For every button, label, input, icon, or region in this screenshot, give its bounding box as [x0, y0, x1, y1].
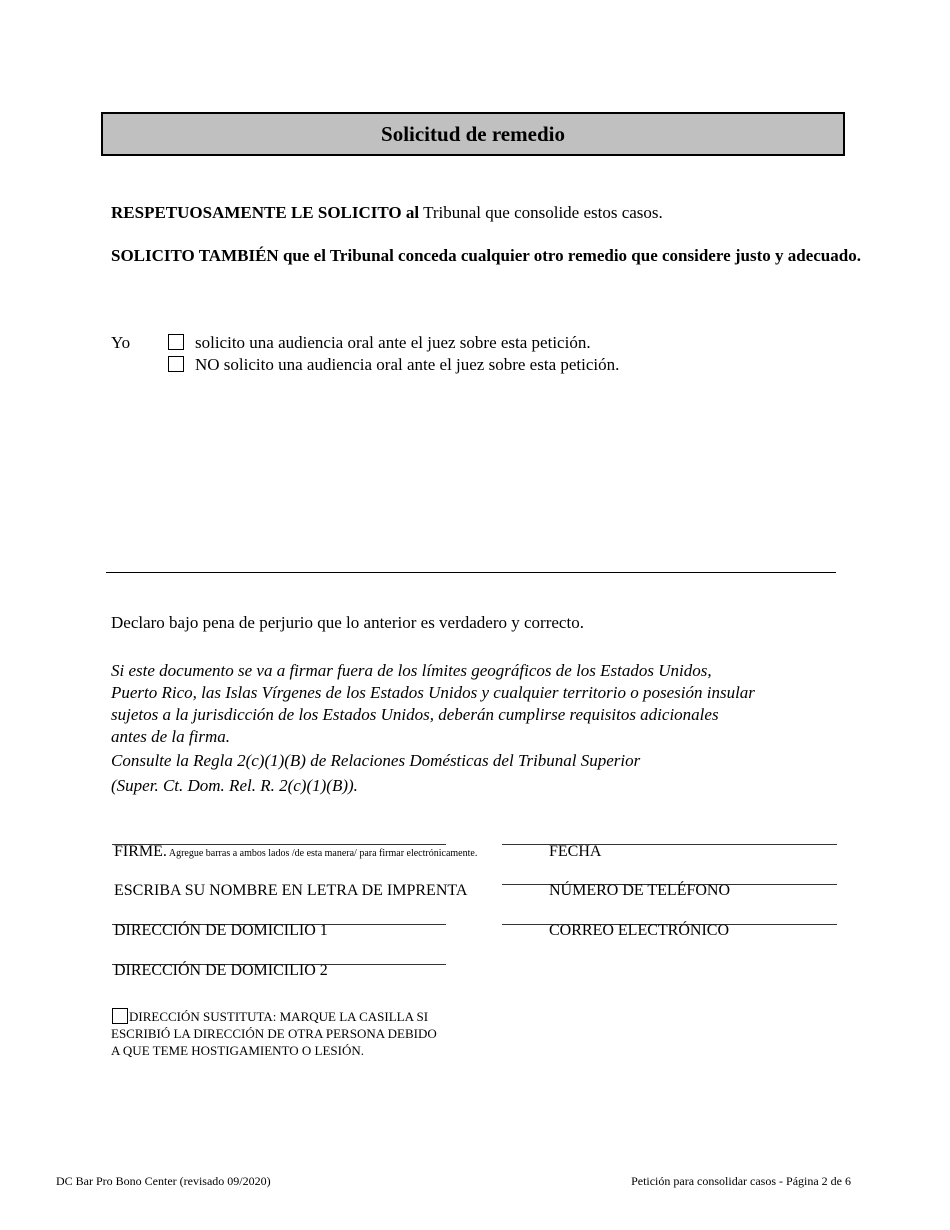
- phone-label: NÚMERO DE TELÉFONO: [549, 882, 731, 899]
- notice-line: Puerto Rico, las Islas Vírgenes de los Estados Unidos y cualquier territorio o posesión insular: [111, 683, 755, 702]
- section-header: [101, 112, 845, 156]
- request-bold-prefix: RESPETUOSAMENTE LE SOLICITO al: [111, 203, 420, 222]
- substitute-line: A QUE TEME HOSTIGAMIENTO O LESIÓN.: [111, 1043, 365, 1058]
- substitute-line: ESCRIBIÓ LA DIRECCIÓN DE OTRA PERSONA DEBIDO: [111, 1026, 437, 1041]
- address2-label: DIRECCIÓN DE DOMICILIO 2: [114, 962, 328, 979]
- signature-label: [114, 843, 477, 863]
- hearing-no-checkbox[interactable]: [168, 356, 184, 372]
- request-rest: Tribunal que consolide estos casos.: [419, 203, 663, 222]
- footer-right: Petición para consolidar casos - Página 2 de 6: [631, 1174, 851, 1188]
- sign-label-text: FIRME.: [114, 843, 167, 860]
- hearing-yes-label: solicito una audiencia oral ante el juez sobre esta petición.: [195, 333, 591, 352]
- address1-label: DIRECCIÓN DE DOMICILIO 1: [114, 922, 328, 939]
- rule-reference-line-1: Consulte la Regla 2(c)(1)(B) de Relaciones Domésticas del Tribunal Superior: [111, 751, 641, 770]
- signing-abroad-notice: [111, 660, 851, 748]
- date-label: FECHA: [549, 843, 602, 860]
- declaration-statement: Declaro bajo pena de perjurio que lo anterior es verdadero y correcto.: [111, 613, 584, 632]
- request-also-paragraph: SOLICITO TAMBIÉN que el Tribunal conceda cualquier otro remedio que considere justo y adecuado.: [111, 246, 861, 265]
- notice-line: sujetos a la jurisdicción de los Estados Unidos, deberán cumplirse requisitos adicionales: [111, 705, 719, 724]
- hearing-no-label: NO solicito una audiencia oral ante el juez sobre esta petición.: [195, 355, 620, 374]
- hearing-yes-checkbox[interactable]: [168, 334, 184, 350]
- section-divider: [106, 572, 836, 573]
- sign-note: Agregue barras a ambos lados /de esta manera/ para firmar electrónicamente.: [166, 848, 478, 859]
- substitute-address-notice: [111, 1008, 437, 1059]
- notice-line: antes de la firma.: [111, 727, 230, 746]
- request-paragraph: [111, 202, 871, 224]
- notice-line: Si este documento se va a firmar fuera de los límites geográficos de los Estados Unidos,: [111, 661, 712, 680]
- section-title: Solicitud de remedio: [381, 121, 565, 146]
- footer-left: DC Bar Pro Bono Center (revisado 09/2020): [56, 1174, 271, 1188]
- hearing-subject: Yo: [111, 333, 131, 352]
- rule-reference-line-2: (Super. Ct. Dom. Rel. R. 2(c)(1)(B)).: [111, 776, 358, 795]
- email-label: CORREO ELECTRÓNICO: [549, 922, 729, 939]
- name-label: ESCRIBA SU NOMBRE EN LETRA DE IMPRENTA: [114, 882, 468, 899]
- substitute-line: DIRECCIÓN SUSTITUTA: MARQUE LA CASILLA SI: [129, 1009, 429, 1024]
